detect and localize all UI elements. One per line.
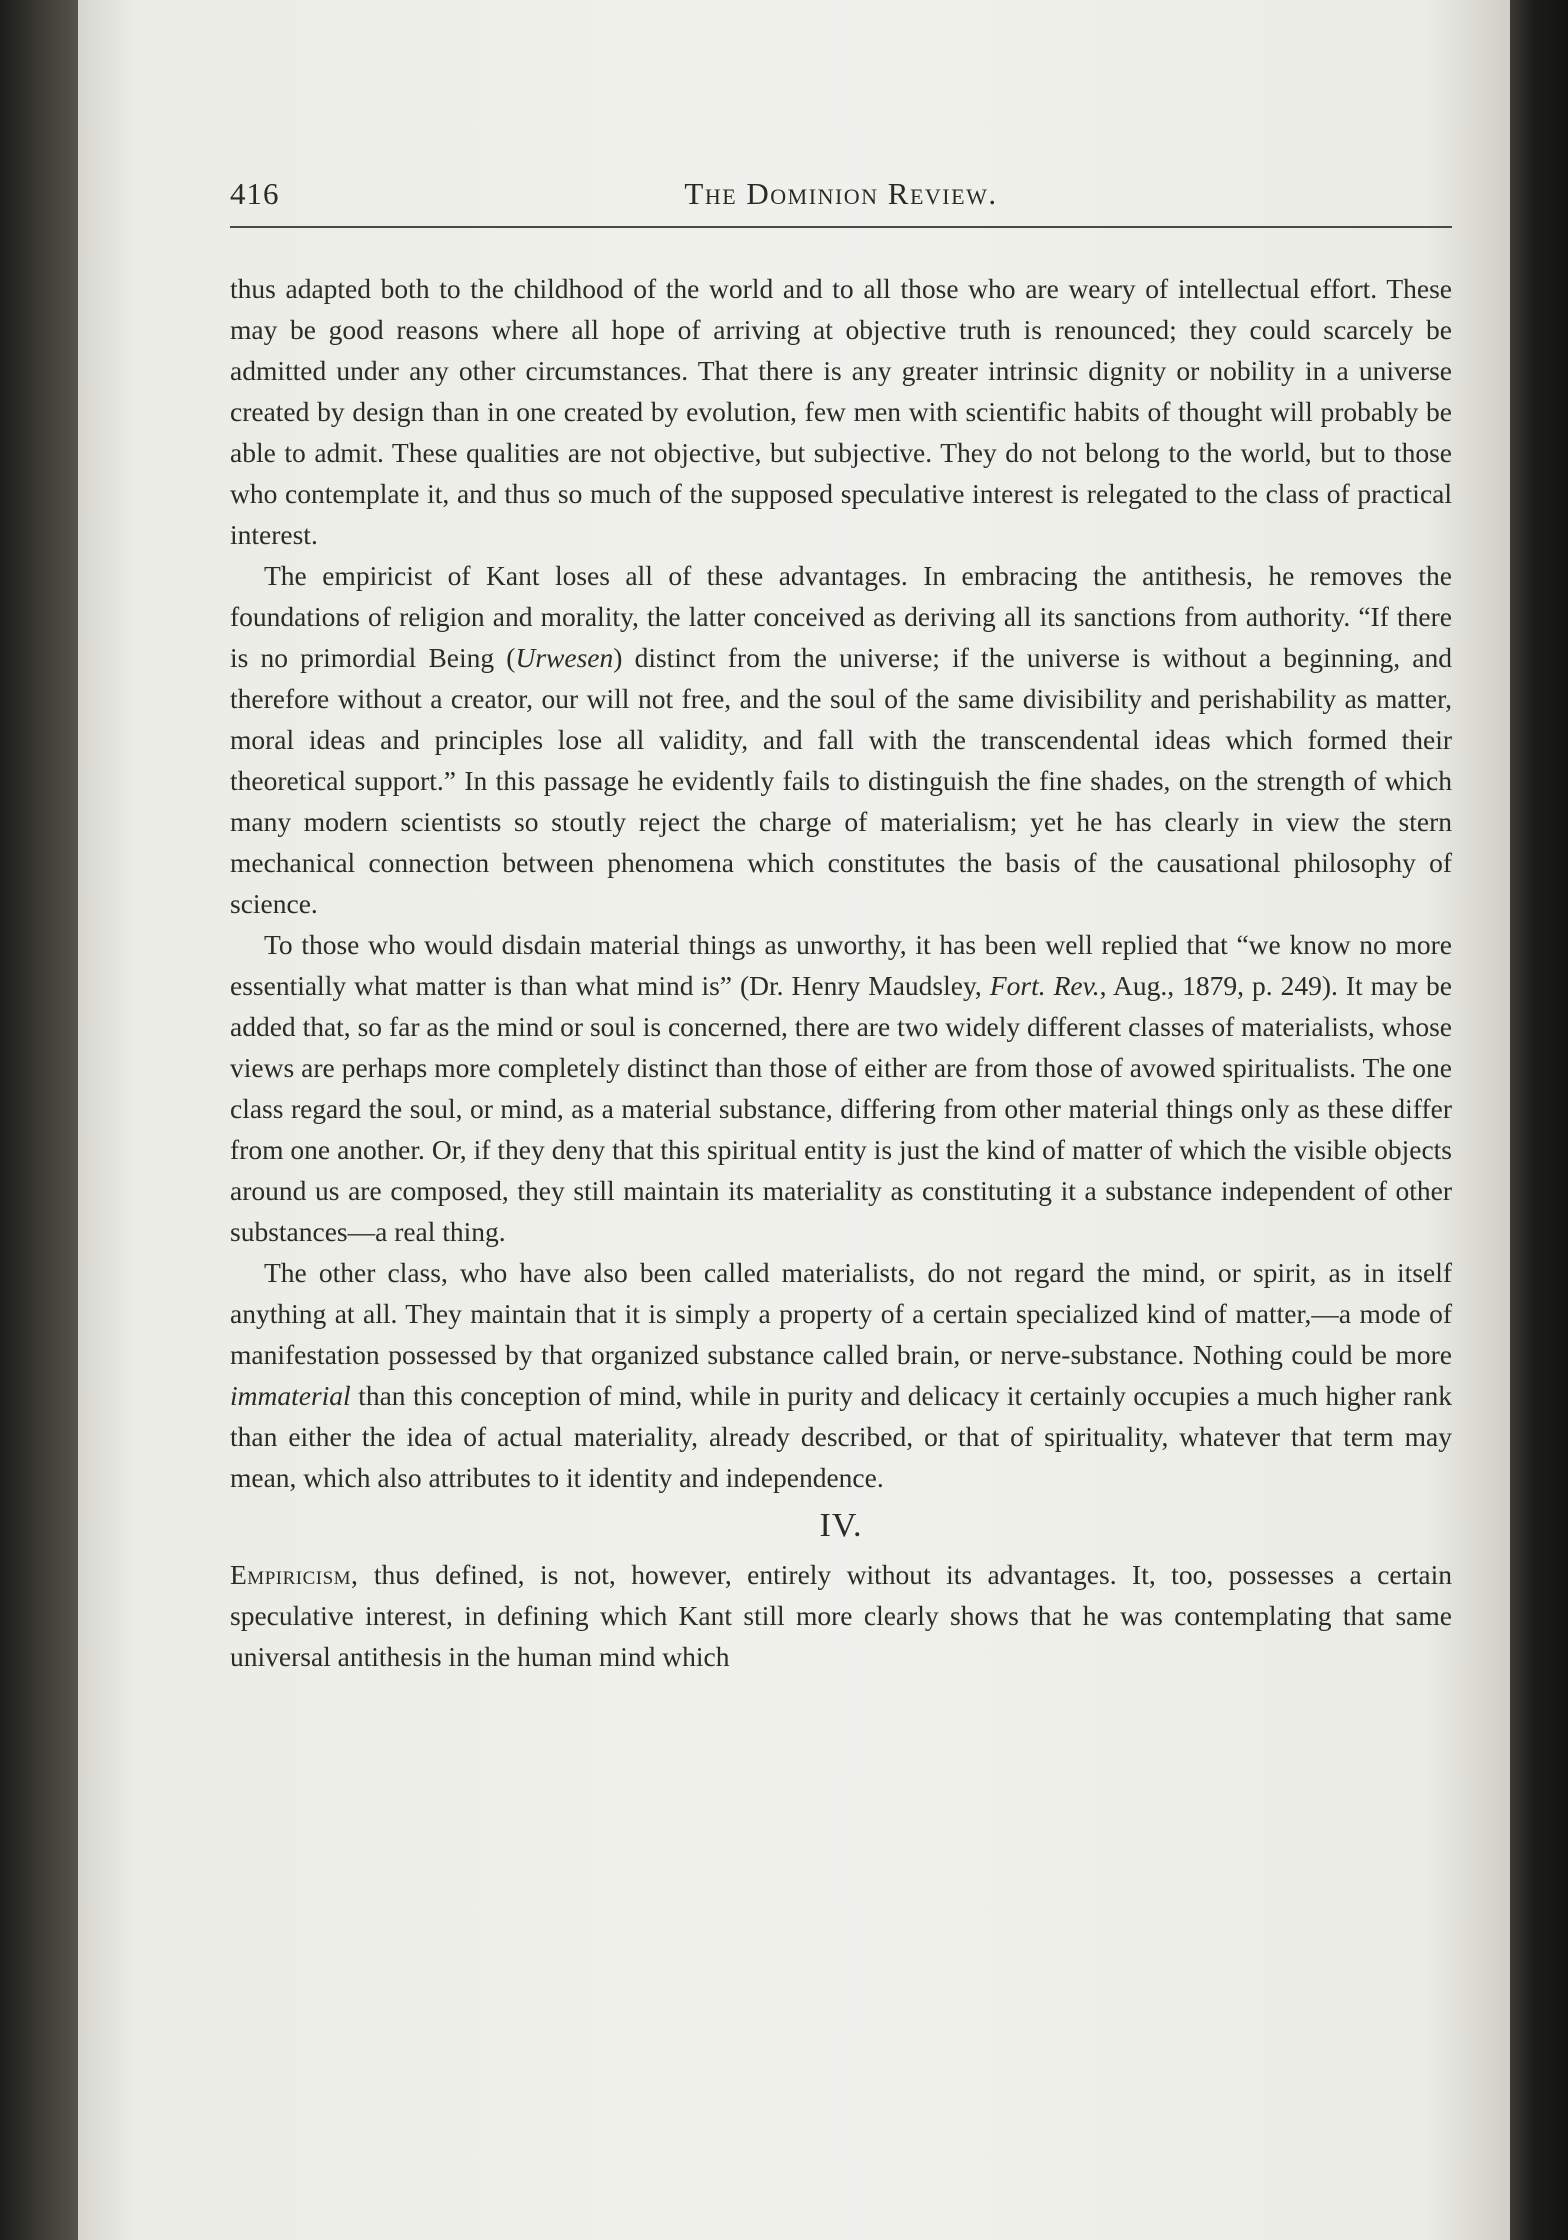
paragraph-other-class (230, 1252, 1452, 1498)
italic-term: Urwesen (515, 642, 614, 673)
page-header (230, 176, 1452, 228)
paragraph-text: , Aug., 1879, p. 249). It may be added that, so far as the mind or soul is concerned, there are two widely different classes of materialists, whose views are perhaps more completely distinct than those of either are from those of avowed spiritualists. The one class regard the soul, or mind, as a material substance, differing from other material things only as these differ from one another. Or, if they deny that this spiritual entity is just the kind of matter of which the visible objects around us are composed, they still maintain its materiality as constituting it a substance independent of other substances—a real thing. (230, 970, 1452, 1247)
italic-term: immaterial (230, 1380, 351, 1411)
paragraph-empiricist (230, 555, 1452, 924)
section-heading: IV. (819, 1507, 863, 1544)
paragraph-materialists (230, 924, 1452, 1252)
scan-binding-shadow (0, 0, 78, 2240)
italic-citation: Fort. Rev. (989, 970, 1100, 1001)
paragraph-section-iv (230, 1554, 1452, 1677)
paragraph-text: thus adapted both to the childhood of the world and to all those who are weary of intellectual effort. These may be good reasons where all hope of arriving at objective truth is renounced; they could scarcely be admitted under any other circumstances. That there is any greater intrinsic dignity or nobility in a universe created by design than in one created by evolution, few men with scientific habits of thought will probably be able to admit. These qualities are not objective, but subjective. They do not belong to the world, but to those who contemplate it, and thus so much of the supposed speculative interest is relegated to the class of practical interest. (230, 273, 1452, 550)
page-body (230, 268, 1452, 1677)
paragraph-text: ) distinct from the universe; if the universe is without a beginning, and therefore without a creator, our will not free, and the soul of the same divisibility and perishability as matter, moral ideas and principles lose all validity, and fall with the transcendental ideas which formed their theoretical support.” In this passage he evidently fails to distinguish the fine shades, on the strength of which many modern scientists so stoutly reject the charge of materialism; yet he has clearly in view the stern mechanical connection between phenomena which constitutes the basis of the causational philosophy of science. (230, 642, 1452, 919)
running-title: The Dominion Review. (684, 176, 998, 211)
page-number: 416 (230, 176, 280, 211)
paragraph-text: than this conception of mind, while in purity and delicacy it certainly occupies a much higher rank than either the idea of actual materiality, already described, or that of spirituality, whatever that term may mean, which also attributes to it identity and independence. (230, 1380, 1452, 1493)
paragraph-text: The empiricist of Kant loses all of these advantages. In embracing the antithesis, he removes the foundations of religion and morality, the latter conceived as deriving all its sanctions from authority. “If there is no primordial Being ( (230, 560, 1452, 673)
lead-word: Empiricism, (230, 1559, 359, 1590)
paragraph-text: thus defined, is not, however, entirely without its advantages. It, too, possesses a certain speculative interest, in defining which Kant still more clearly shows that he was contemplating that same universal antithesis in the human mind which (230, 1559, 1452, 1672)
paragraph-text: To those who would disdain material things as unworthy, it has been well replied that “we know no more essentially what matter is than what mind is” (Dr. Henry Maudsley, (230, 929, 1452, 1001)
scan-edge-shadow (1510, 0, 1568, 2240)
paragraph-continued (230, 268, 1452, 555)
paragraph-text: The other class, who have also been called materialists, do not regard the mind, or spirit, as in itself anything at all. They maintain that it is simply a property of a certain specialized kind of matter,—a mode of manifestation possessed by that organized substance called brain, or nerve-substance. Nothing could be more (230, 1257, 1452, 1370)
